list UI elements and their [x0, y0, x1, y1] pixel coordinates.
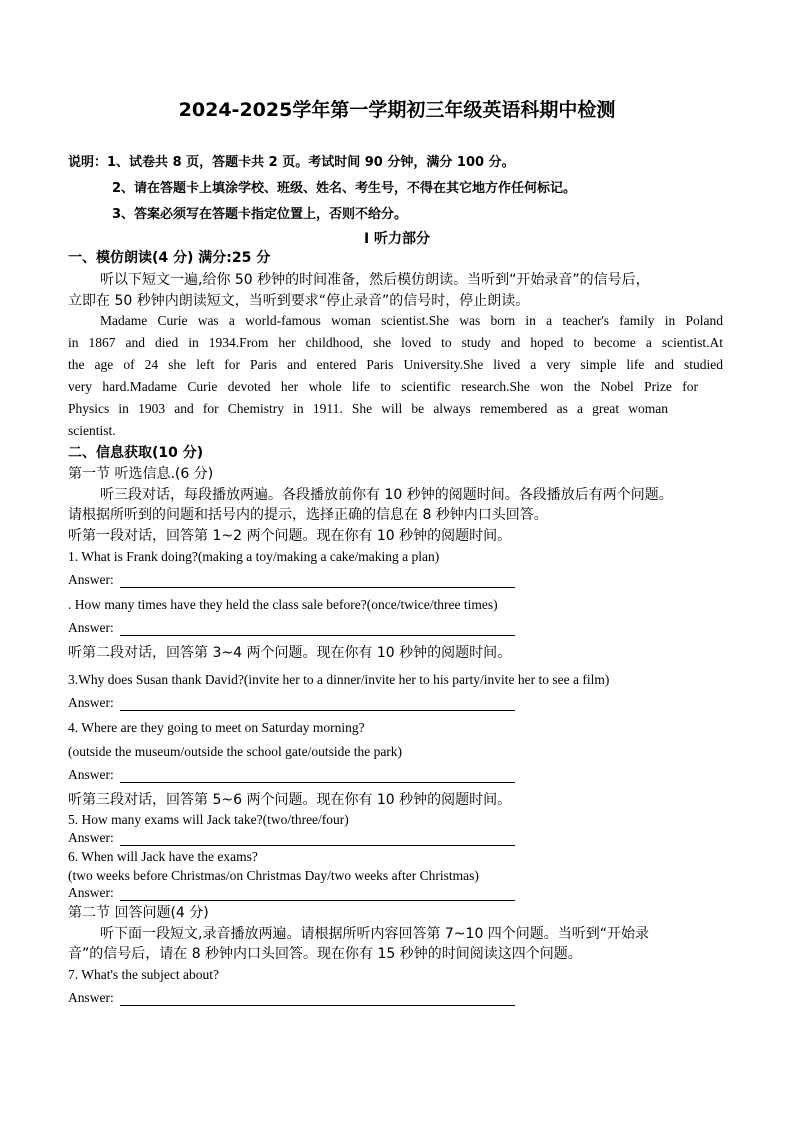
answer-label: Answer:: [68, 830, 114, 845]
question-1: 1. What is Frank doing?(making a toy/making a cake/making a plan): [68, 549, 440, 564]
answer-line[interactable]: [120, 587, 515, 588]
part-title: I 听力部分: [363, 231, 431, 247]
section2-part1-instruction-1: 听三段对话，每段播放两遍。各段播放前你有 10 秒钟的阅题时间。各段播放后有两个问题。: [100, 487, 673, 503]
answer-line[interactable]: [120, 845, 515, 846]
answer-line[interactable]: [120, 900, 515, 901]
answer-label: Answer:: [68, 885, 114, 900]
passage-line-3: the age of 24 she left for Paris and entered Paris University.She lived a very simple life and studied: [68, 357, 723, 372]
section2-part2-instruction-2: 音”的信号后，请在 8 秒钟内口头回答。现在你有 15 秒钟的时间阅读这四个问题。: [68, 946, 582, 962]
answer-label: Answer:: [68, 990, 114, 1005]
note-2: 2、请在答题卡上填涂学校、班级、姓名、考生号，不得在其它地方作任何标记。: [112, 181, 577, 196]
section2-part2-heading: 第二节 回答问题(4 分): [68, 905, 209, 921]
passage-line-4: very hard.Madame Curie devoted her whole life to scientific research.She won the Nobel Prize for: [68, 379, 698, 394]
dialog3-intro: 听第三段对话，回答第 5~6 两个问题。现在你有 10 秒钟的阅题时间。: [68, 792, 512, 808]
question-6-options: (two weeks before Christmas/on Christmas Day/two weeks after Christmas): [68, 868, 479, 883]
answer-label: Answer:: [68, 572, 114, 587]
section2-part2-instruction-1: 听下面一段短文,录音播放两遍。请根据所听内容回答第 7~10 四个问题。当听到“开始录: [100, 926, 650, 942]
passage-line-6: scientist.: [68, 423, 116, 438]
question-6: 6. When will Jack have the exams?: [68, 849, 258, 864]
dialog2-intro: 听第二段对话，回答第 3~4 两个问题。现在你有 10 秒钟的阅题时间。: [68, 645, 512, 661]
passage-line-2: in 1867 and died in 1934.From her childhood, she loved to study and hoped to become a scientist.At: [68, 335, 723, 350]
question-2: . How many times have they held the class sale before?(once/twice/three times): [68, 597, 498, 612]
answer-line[interactable]: [120, 635, 515, 636]
exam-title: 2024-2025学年第一学期初三年级英语科期中检测: [178, 99, 616, 121]
section2-part1-instruction-2: 请根据所听到的问题和括号内的提示，选择正确的信息在 8 秒钟内口头回答。: [68, 507, 548, 523]
answer-label: Answer:: [68, 620, 114, 635]
answer-line[interactable]: [120, 782, 515, 783]
question-5: 5. How many exams will Jack take?(two/three/four): [68, 812, 349, 827]
question-7: 7. What's the subject about?: [68, 967, 220, 982]
answer-line[interactable]: [120, 1005, 515, 1006]
question-3: 3.Why does Susan thank David?(invite her to a dinner/invite her to his party/invite her to see a film): [68, 672, 610, 687]
note-3: 3、答案必须写在答题卡指定位置上，否则不给分。: [112, 207, 408, 222]
question-4: 4. Where are they going to meet on Saturday morning?: [68, 720, 365, 735]
section2-heading: 二、信息获取(10 分): [68, 445, 204, 461]
dialog1-intro: 听第一段对话，回答第 1~2 两个问题。现在你有 10 秒钟的阅题时间。: [68, 528, 512, 544]
question-4-options: (outside the museum/outside the school gate/outside the park): [68, 744, 403, 759]
section1-instruction-1: 听以下短文一遍,给你 50 秒钟的时间准备，然后模仿朗读。当听到“开始录音”的信号后，: [100, 272, 650, 288]
section1-instruction-2: 立即在 50 秒钟内朗读短文，当听到要求“停止录音”的信号时，停止朗读。: [68, 293, 530, 309]
passage-line-5: Physics in 1903 and for Chemistry in 1911. She will be always remembered as a great woman: [68, 401, 668, 416]
note-1: 说明：1、试卷共 8 页，答题卡共 2 页。考试时间 90 分钟，满分 100 分。: [68, 155, 515, 170]
section2-part1-heading: 第一节 听选信息.(6 分): [68, 466, 214, 482]
answer-label: Answer:: [68, 767, 114, 782]
answer-line[interactable]: [120, 710, 515, 711]
section1-heading: 一、模仿朗读(4 分) 满分:25 分: [68, 250, 271, 266]
answer-label: Answer:: [68, 695, 114, 710]
passage-line-1: Madame Curie was a world-famous woman scientist.She was born in a teacher's family in Poland: [100, 313, 723, 328]
